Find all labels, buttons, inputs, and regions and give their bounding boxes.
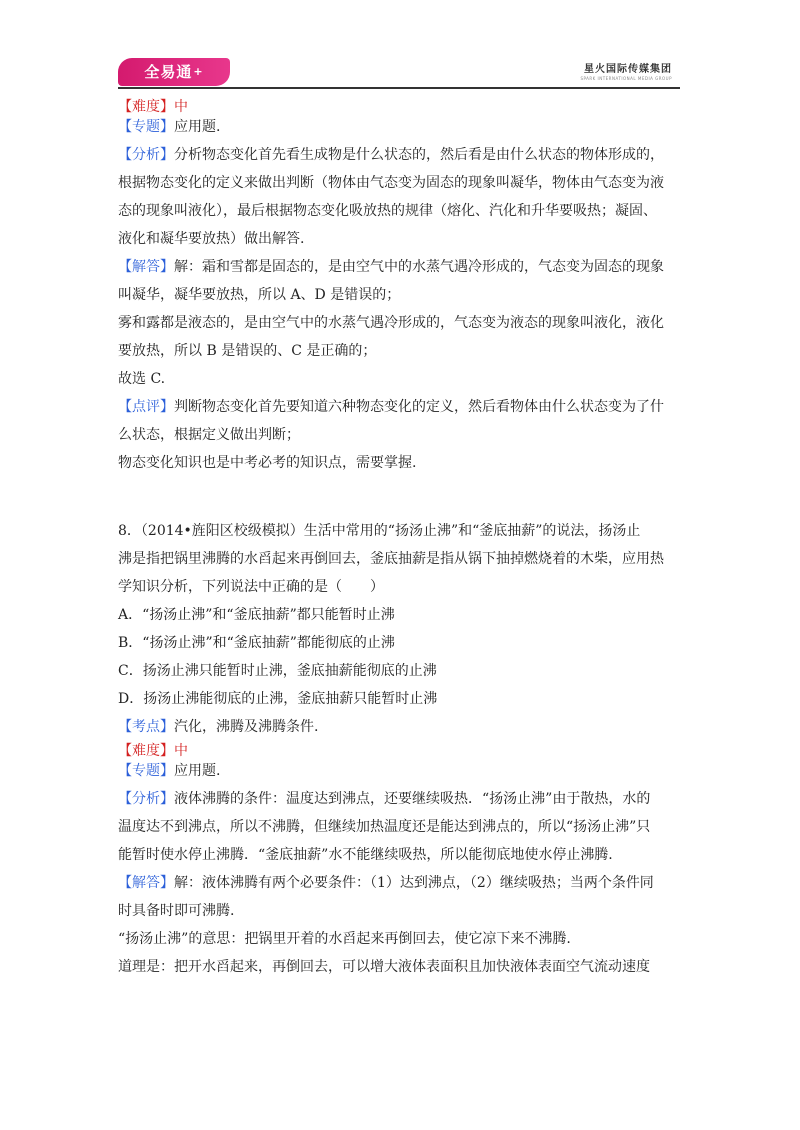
q8-answer-line: “扬汤止沸”的意思：把锅里开着的水舀起来再倒回去，使它凉下来不沸腾. [118,931,571,947]
q8-analysis-line: 温度达不到沸点，所以不沸腾，但继续加热温度还是能达到沸点的，所以“扬汤止沸”只 [118,819,651,835]
q7-answer-line: 【解答】解：霜和雪都是固态的，是由空气中的水蒸气遇冷形成的，气态变为固态的现象 [118,259,664,275]
document-body [118,97,684,981]
q7-analysis-line: 态的现象叫液化），最后根据物态变化吸放热的规律（熔化、汽化和升华要吸热；凝固、 [118,203,657,219]
q8-topic: 【专题】应用题. [118,763,221,779]
q7-answer-line: 叫凝华，凝华要放热，所以 A、D 是错误的； [118,287,401,303]
q7-analysis-line: 液化和凝华要放热）做出解答. [118,231,305,247]
q7-comment-line: 【点评】判断物态变化首先要知道六种物态变化的定义，然后看物体由什么状态变为了什 [118,399,664,415]
page-header [118,54,680,90]
header-divider [118,87,680,89]
q7-answer-line: 雾和露都是液态的，是由空气中的水蒸气遇冷形成的，气态变为液态的现象叫液化，液化 [118,315,664,331]
q7-answer-line: 要放热，所以 B 是错误的、C 是正确的； [118,343,377,359]
q7-comment-line: 么状态，根据定义做出判断； [118,427,300,443]
q7-analysis-line: 根据物态变化的定义来做出判断（物体由气态变为固态的现象叫凝华，物体由气态变为液 [118,175,664,191]
q7-answer-line: 故选 C. [118,371,166,387]
q8-answer-line: 时具备时即可沸腾. [118,903,235,919]
brand [580,60,672,81]
q8-option-a: A．“扬汤止沸”和“釜底抽薪”都只能暂时止沸 [118,607,395,623]
q8-analysis-line: 能暂时使水停止沸腾．“釜底抽薪”水不能继续吸热，所以能彻底地使水停止沸腾. [118,847,613,863]
q8-answer-line: 道理是：把开水舀起来，再倒回去，可以增大液体表面积且加快液体表面空气流动速度 [118,959,650,975]
q8-point: 【考点】汽化，沸腾及沸腾条件. [118,719,319,735]
q8-answer-line: 【解答】解：液体沸腾有两个必要条件：（1）达到沸点，（2）继续吸热；当两个条件同 [118,875,654,891]
q8-option-b: B．“扬汤止沸”和“釜底抽薪”都能彻底的止沸 [118,635,395,651]
logo [118,58,230,86]
q7-difficulty: 【难度】中 [118,99,188,115]
brand-name: 星火国际传媒集团 [584,64,672,75]
q7-comment-line: 物态变化知识也是中考必考的知识点，需要掌握. [118,455,417,471]
logo-plus: + [193,65,204,78]
q8-option-d: D．扬汤止沸能彻底的止沸，釜底抽薪只能暂时止沸 [118,691,438,707]
brand-english: SPARK INTERNATIONAL MEDIA GROUP [580,76,672,81]
q7-topic: 【专题】应用题. [118,119,221,135]
q8-option-c: C．扬汤止沸只能暂时止沸，釜底抽薪能彻底的止沸 [118,663,437,679]
q8-analysis-line: 【分析】液体沸腾的条件：温度达到沸点，还要继续吸热．“扬汤止沸”由于散热，水的 [118,791,651,807]
q8-difficulty: 【难度】中 [118,743,188,759]
q7-analysis-line: 【分析】分析物态变化首先看生成物是什么状态的，然后看是由什么状态的物体形成的， [118,147,664,163]
q8-stem-line: 沸是指把锅里沸腾的水舀起来再倒回去，釜底抽薪是指从锅下抽掉燃烧着的木柴，应用热 [118,551,664,567]
q8-stem-line: 8．（2014•旌阳区校级模拟）生活中常用的“扬汤止沸”和“釜底抽薪”的说法，扬汤止 [118,523,641,539]
q8-stem-line: 学知识分析，下列说法中正确的是（ ） [118,579,384,595]
logo-text: 全易通 [144,63,193,81]
